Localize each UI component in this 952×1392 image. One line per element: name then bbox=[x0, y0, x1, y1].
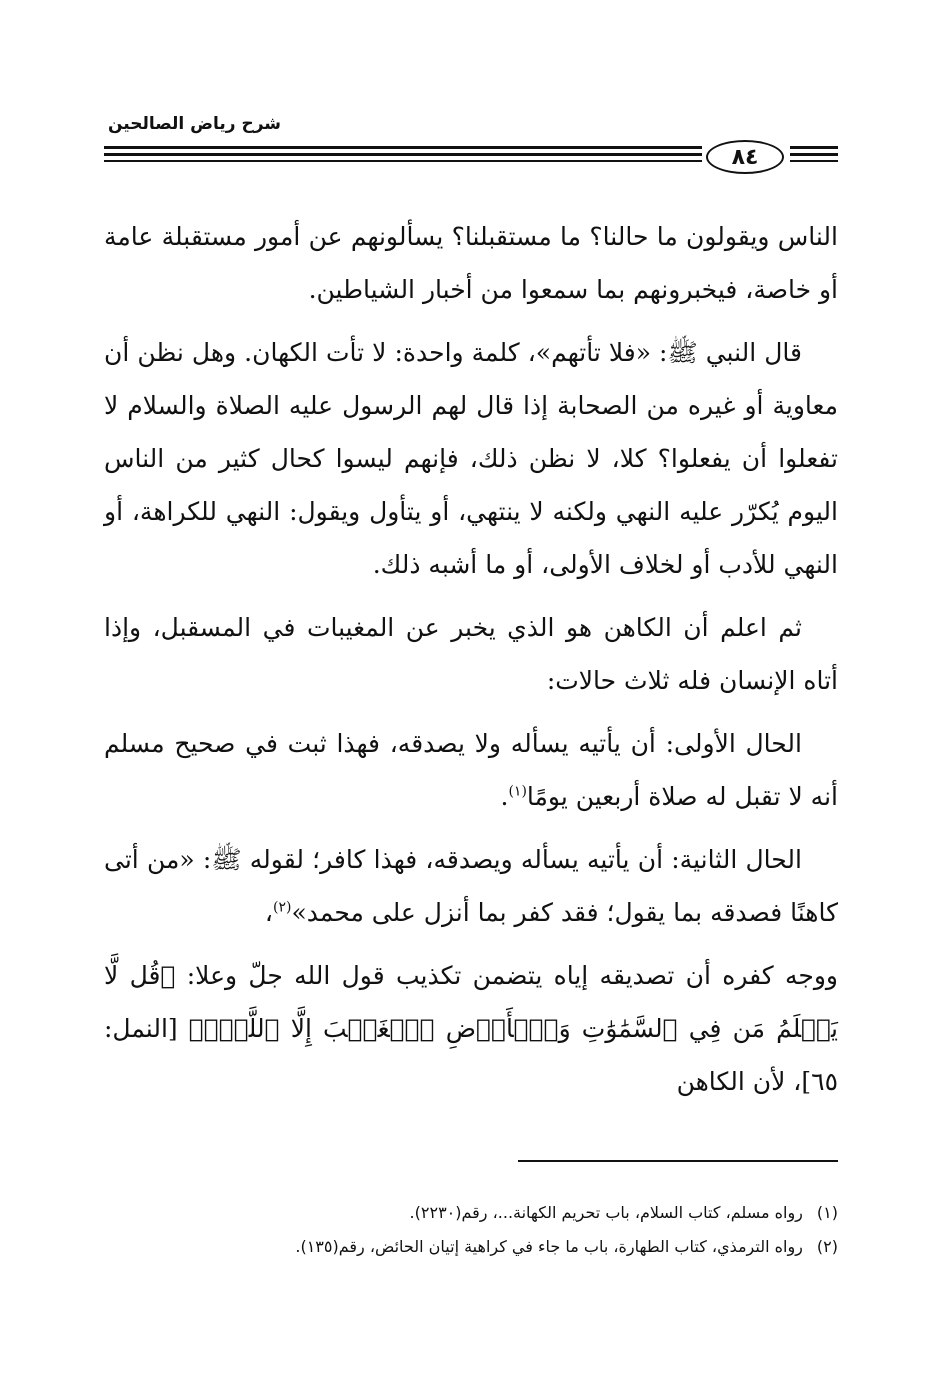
header-rule-left-top bbox=[104, 146, 702, 149]
paragraph-end: ، bbox=[264, 898, 273, 927]
footnote-number: (١) bbox=[816, 1203, 838, 1222]
footnote-text: رواه مسلم، كتاب السلام، باب تحريم الكهانة...، رقم(٢٢٣٠). bbox=[409, 1203, 803, 1222]
header-rule-right-top bbox=[790, 146, 838, 149]
header-rule-right-bottom bbox=[790, 153, 838, 156]
paragraph: الناس ويقولون ما حالنا؟ ما مستقبلنا؟ يسألونهم عن أمور مستقبلة عامة أو خاصة، فيخبرونهم بما سمعوا من أخبار الشياطين. bbox=[104, 222, 838, 304]
running-title: شرح رياض الصالحين bbox=[108, 114, 282, 134]
footnote-item bbox=[104, 1196, 838, 1230]
paragraph-text: الحال الأولى: أن يأتيه يسأله ولا يصدقه، فهذا ثبت في صحيح مسلم أنه لا تقبل له صلاة أربعين يومًا bbox=[104, 729, 838, 811]
paragraph: ووجه كفره أن تصديقه إياه يتضمن تكذيب قول الله جلّ وعلا: ﴿قُل لَّا يَعۡلَمُ مَن فِي ٱلسَّمَٰوَٰتِ وَٱلۡأَرۡضِ ٱلۡغَيۡبَ إِلَّا ٱللَّهُۚ﴾ [النمل: ٦٥]، لأن الكاهن bbox=[104, 961, 838, 1096]
body-text bbox=[104, 210, 838, 1108]
paragraph: ثم اعلم أن الكاهن هو الذي يخبر عن المغيبات في المسقبل، وإذا أتاه الإنسان فله ثلاث حالات: bbox=[104, 613, 838, 695]
paragraph bbox=[104, 833, 838, 939]
footnote-ref-2[interactable]: (٢) bbox=[272, 899, 292, 916]
footnote-ref-1[interactable]: (١) bbox=[508, 783, 527, 800]
footnote-number: (٢) bbox=[816, 1237, 838, 1256]
footnotes bbox=[104, 1196, 838, 1264]
paragraph: قال النبي ﷺ: «فلا تأتهم»، كلمة واحدة: لا تأت الكهان. وهل نظن أن معاوية أو غيره من الصحابة إذا قال لهم الرسول عليه الصلاة والسلام لا تفعلوا أن يفعلوا؟ كلا، لا نظن ذلك، فإنهم ليسوا كحال كثير من الناس اليوم يُكرّر عليه النهي ولكنه لا ينتهي، أو يتأول ويقول: النهي للكراهة، أو النهي للأدب أو لخلاف الأولى، أو ما أشبه ذلك. bbox=[104, 338, 838, 579]
paragraph bbox=[104, 717, 838, 823]
footnote-item bbox=[104, 1230, 838, 1264]
paragraph-end: . bbox=[500, 782, 509, 811]
footnote-text: رواه الترمذي، كتاب الطهارة، باب ما جاء في كراهية إتيان الحائض، رقم(١٣٥). bbox=[295, 1237, 803, 1256]
page-number-badge bbox=[706, 140, 784, 174]
header-rule-right-thin bbox=[790, 160, 838, 162]
page-number: ٨٤ bbox=[731, 144, 759, 170]
paragraph-text: الحال الثانية: أن يأتيه يسأله ويصدقه، فهذا كافر؛ لقوله ﷺ: «من أتى كاهنًا فصدقه بما يقول؛ فقد كفر بما أنزل على محمد» bbox=[104, 845, 838, 927]
header-rule-left-thin bbox=[104, 160, 702, 162]
footnote-separator bbox=[518, 1160, 838, 1162]
header-rule-left-bottom bbox=[104, 153, 702, 156]
